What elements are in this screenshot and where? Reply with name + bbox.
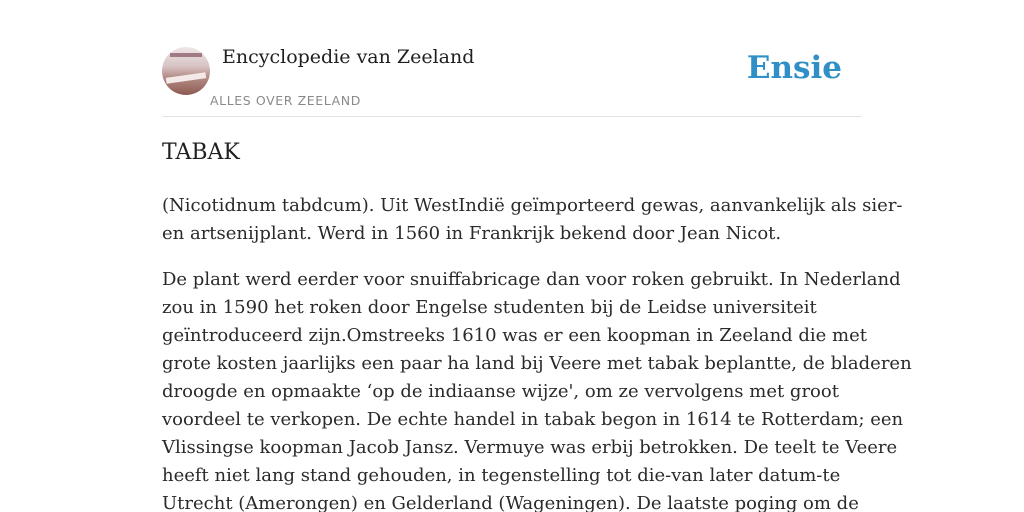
- paragraph-line: zou in 1590 het roken door Engelse studenten bij de Leidse universiteit: [162, 297, 817, 318]
- avatar-detail: [170, 53, 202, 57]
- ensie-brand-logo[interactable]: Ensie: [746, 50, 842, 86]
- paragraph-line: voordeel te verkopen. De echte handel in tabak begon in 1614 te Rotterdam; een: [162, 409, 904, 430]
- paragraph-line: Utrecht (Amerongen) en Gelderland (Wageningen). De laatste poging om de: [162, 493, 859, 512]
- site-logo-avatar[interactable]: [162, 47, 210, 95]
- article-paragraph: [162, 266, 912, 512]
- paragraph-line: (Nicotidnum tabdcum). Uit WestIndië geïmporteerd gewas, aanvankelijk als sier-: [162, 195, 903, 216]
- article-body: [162, 192, 912, 512]
- paragraph-line: droogde en opmaakte ‘op de indiaanse wijze', om ze vervolgens met groot: [162, 381, 839, 402]
- paragraph-line: en artsenijplant. Werd in 1560 in Frankrijk bekend door Jean Nicot.: [162, 223, 782, 244]
- paragraph-line: De plant werd eerder voor snuiffabricage dan voor roken gebruikt. In Nederland: [162, 269, 901, 290]
- paragraph-line: geïntroduceerd zijn.Omstreeks 1610 was er een koopman in Zeeland die met: [162, 325, 868, 346]
- avatar-detail: [166, 72, 206, 84]
- article-paragraph: [162, 192, 903, 248]
- site-subtitle: ALLES OVER ZEELAND: [210, 93, 361, 108]
- paragraph-line: heeft niet lang stand gehouden, in tegenstelling tot die-van later datum-te: [162, 465, 841, 486]
- article-title: TABAK: [162, 140, 240, 165]
- paragraph-line: grote kosten jaarlijks een paar ha land bij Veere met tabak beplantte, de bladeren: [162, 353, 912, 374]
- paragraph-line: Vlissingse koopman Jacob Jansz. Vermuye was erbij betrokken. De teelt te Veere: [162, 437, 898, 458]
- site-title-link[interactable]: Encyclopedie van Zeeland: [222, 46, 475, 68]
- site-header: [162, 44, 862, 117]
